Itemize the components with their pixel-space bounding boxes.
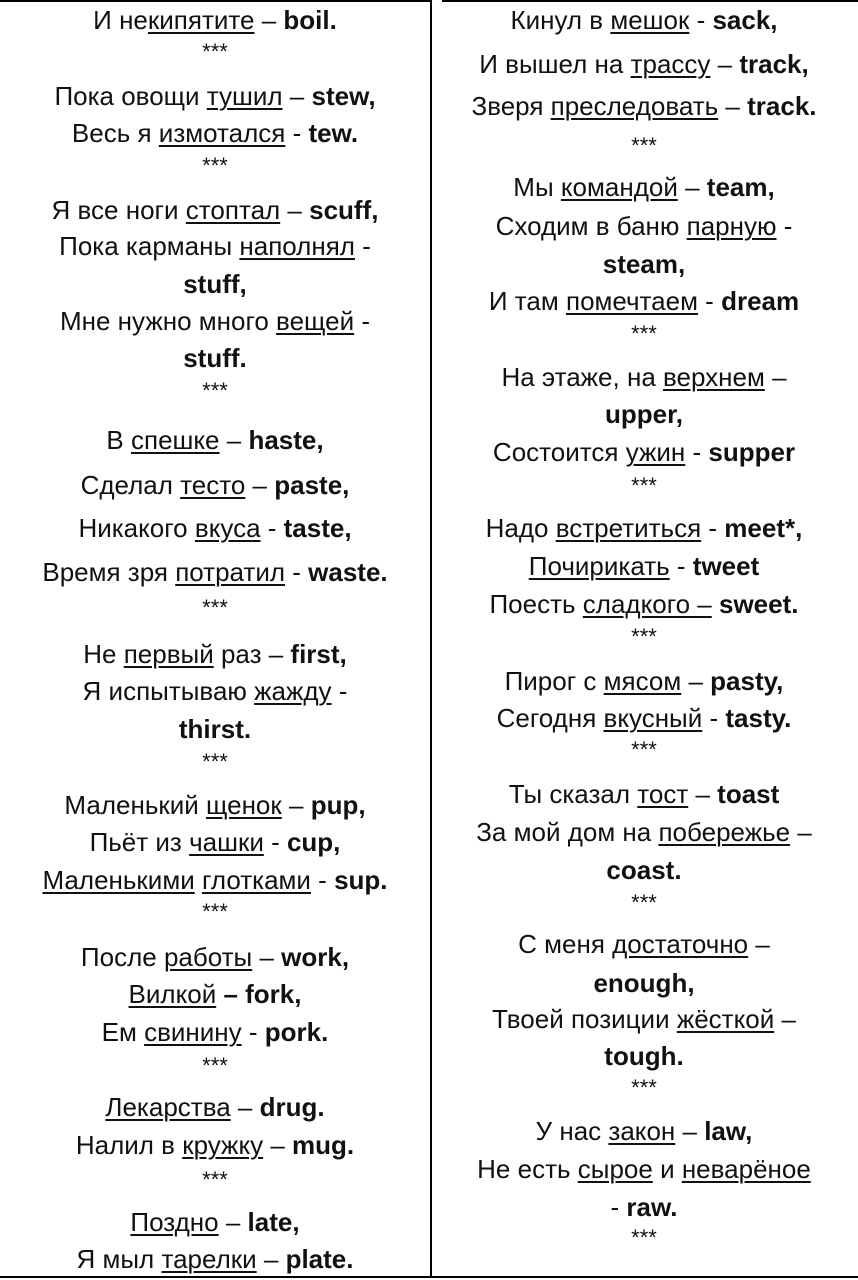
english-rhyme-word: upper, [604,399,683,429]
stanza-separator: *** [631,321,657,346]
line-text: - [701,513,725,543]
english-rhyme-word: track. [747,91,817,121]
line-text: - [689,5,713,35]
russian-keyword: тесто [180,470,246,500]
line-text: Сходим в баню [495,211,687,241]
poem-line [432,853,856,887]
line-text: Я мыл [76,1244,162,1274]
line-text: – [718,91,748,121]
russian-keyword: жёсткой [676,1004,775,1034]
line-text: И не [93,5,148,35]
poem-line [432,1002,856,1036]
line-text: В [106,425,131,455]
poem-line [0,423,430,457]
poem-line [432,733,856,767]
line-text: – [282,81,312,111]
russian-keyword: тушил [206,81,283,111]
russian-keyword: измотался [158,118,286,148]
poem-line [0,149,430,183]
poem-line [0,1205,430,1239]
russian-keyword: наполнял [239,231,355,261]
english-rhyme-word: team, [706,172,775,202]
poem-line [432,1071,856,1105]
english-rhyme-word: pup, [310,790,366,820]
poem-line [0,863,430,897]
line-text: – [790,817,812,847]
english-rhyme-word: first, [290,639,347,669]
line-text: - [354,306,371,336]
poem-line [432,1190,856,1224]
russian-keyword: закон [608,1116,676,1146]
russian-keyword: работы [163,942,253,972]
poem-line [0,825,430,859]
poem-line [0,341,430,375]
line-text [712,589,719,619]
russian-keyword: кружку [182,1130,264,1160]
line-text: – [748,929,770,959]
russian-keyword: сырое [577,1154,653,1184]
english-rhyme-word: coast. [606,855,682,885]
stanza-separator: *** [202,899,228,924]
line-text: За мой дом на [476,817,659,847]
line-text: - [685,437,709,467]
english-rhyme-word: meet*, [724,513,803,543]
russian-keyword: стоптал [185,195,281,225]
poem-line [432,886,856,920]
russian-keyword: встретиться [555,513,702,543]
russian-keyword: чашки [189,827,264,857]
poem-line [432,397,856,431]
english-rhyme-word: paste, [274,470,350,500]
top-rule-left [0,0,430,2]
line-text: Поесть [489,589,583,619]
english-rhyme-word: waste. [308,557,388,587]
russian-keyword: помечтаем [565,286,698,316]
english-rhyme-word: haste, [248,425,324,455]
stanza-separator: *** [202,153,228,178]
poem-line [432,927,856,961]
poem-line [432,777,856,811]
stanza-separator: *** [202,378,228,403]
line-text: - [702,703,726,733]
line-text: Ты сказал [508,779,638,809]
english-rhyme-word: pasty, [710,666,784,696]
english-rhyme-word: scuff, [309,195,379,225]
russian-keyword: тарелки [161,1244,257,1274]
poem-line [432,360,856,394]
poem-line [432,1039,856,1073]
english-rhyme-word: work, [281,942,350,972]
russian-keyword: трассу [630,49,711,79]
poem-line [432,511,856,545]
line-text: - [263,827,287,857]
poem-line [432,247,856,281]
line-text: Я испытываю [82,676,255,706]
russian-keyword: вкуса [194,513,261,543]
poem-line [0,79,430,113]
poem-line [0,712,430,746]
russian-keyword: Поздно [130,1207,219,1237]
line-text: – [675,1116,705,1146]
poem-line [432,664,856,698]
line-text: - [669,551,693,581]
line-text: Не есть [477,1154,578,1184]
russian-keyword: вещей [276,306,355,336]
russian-keyword: ужин [625,437,686,467]
line-text [195,865,202,895]
line-text: Ем [101,1017,145,1047]
line-text: – [252,942,282,972]
line-text: Состоится [492,437,626,467]
line-text: Маленький [64,790,207,820]
poem-line [0,788,430,822]
russian-keyword: побережье [658,817,791,847]
english-rhyme-word: taste, [283,513,352,543]
russian-keyword: Маленькими [42,865,195,895]
english-rhyme-word: cup, [286,827,341,857]
english-rhyme-word: track, [739,49,809,79]
stanza-separator: *** [631,624,657,649]
line-text: – [281,790,311,820]
stanza-separator: *** [631,133,657,158]
line-text: и [652,1154,682,1184]
poem-line [0,1015,430,1049]
poem-line [432,587,856,621]
line-text: – [219,425,249,455]
russian-keyword: жажду [254,676,332,706]
poem-line [0,304,430,338]
poem-line [0,637,430,671]
line-text: Пирог с [504,666,604,696]
stanza-separator: *** [202,1167,228,1192]
line-text: И там [488,286,566,316]
russian-keyword: потратил [175,557,286,587]
english-rhyme-word: dream [721,286,800,316]
line-text: – [710,49,740,79]
poem-line [0,1128,430,1162]
line-text: После [80,942,164,972]
poem-line [432,89,856,123]
line-text: Весь я [71,118,159,148]
poem-line [0,374,430,408]
line-text: Сделал [80,470,181,500]
line-text: - [310,865,335,895]
poem-line [432,966,856,1000]
line-text: – [263,1130,293,1160]
poem-line [0,1090,430,1124]
line-text: – [256,1244,286,1274]
poem-line [432,1221,856,1255]
english-rhyme-word: raw. [626,1192,678,1222]
poem-line [432,209,856,243]
line-text: У нас [535,1116,609,1146]
line-text: – [218,1207,248,1237]
poem-line [0,895,430,929]
poem-line [0,468,430,502]
russian-keyword: щенок [206,790,282,820]
poem-line [432,549,856,583]
stanza-separator: *** [631,1225,657,1250]
poem-line [432,469,856,503]
poem-line [432,3,856,37]
line-text: – [774,1004,796,1034]
line-text: - [285,557,309,587]
english-rhyme-word: sack, [712,5,778,35]
poem-line [0,1242,430,1276]
line-text: – [245,470,275,500]
english-rhyme-word: mug. [292,1130,355,1160]
english-rhyme-word: tweet [692,551,760,581]
line-text: Надо [485,513,556,543]
russian-keyword: Почирикать [528,551,670,581]
poem-line [432,435,856,469]
line-text: – [764,362,787,392]
english-rhyme-word: sweet. [719,589,799,619]
russian-keyword: тост [637,779,689,809]
stanza-separator: *** [631,890,657,915]
line-text: – [677,172,707,202]
poem-line [0,674,430,708]
english-rhyme-word: drug. [259,1092,325,1122]
stanza-separator: *** [202,1053,228,1078]
english-rhyme-word: toast [717,779,780,809]
russian-keyword: Лекарства [105,1092,231,1122]
line-text: Мне нужно много [59,306,277,336]
poem-line [0,193,430,227]
stanza-separator: *** [202,595,228,620]
poem-line [0,1163,430,1197]
russian-keyword: неварёное [681,1154,811,1184]
russian-keyword: командой [560,172,678,202]
russian-keyword: Вилкой [128,979,217,1009]
line-text: Твоей позиции [492,1004,677,1034]
russian-keyword: мясом [603,666,682,696]
english-rhyme-word: – fork, [216,979,302,1009]
russian-keyword: мешок [610,5,690,35]
line-text: Налил в [75,1130,183,1160]
english-rhyme-word: supper [708,437,796,467]
english-rhyme-word: late, [247,1207,300,1237]
russian-keyword: верхнем [663,362,765,392]
english-rhyme-word: sup. [334,865,388,895]
poem-line [0,940,430,974]
line-text: – [688,779,718,809]
line-text: Пока карманы [59,231,240,261]
stanza-separator: *** [631,1075,657,1100]
poem-line [0,116,430,150]
poem-line [432,1152,856,1186]
line-text: Пьёт из [89,827,190,857]
poem-line [432,701,856,735]
bottom-rule [0,1276,858,1278]
line-text: Пока овощи [54,81,207,111]
poem-line [432,620,856,654]
english-rhyme-word: thirst. [178,714,252,744]
line-text: - [354,231,371,261]
stanza-separator: *** [631,737,657,762]
poem-line [432,170,856,204]
line-text: Не [83,639,124,669]
russian-keyword: первый [123,639,214,669]
english-rhyme-word: tew. [308,118,359,148]
russian-keyword: кипятите [147,5,255,35]
line-text: Время зря [42,557,176,587]
poem-line [432,317,856,351]
russian-keyword: свинину [144,1017,242,1047]
line-text: Никакого [78,513,195,543]
line-text: - [285,118,309,148]
line-text: Кинул в [510,5,611,35]
line-text: С меня [518,929,613,959]
poem-line [432,1114,856,1148]
english-rhyme-word: stew, [311,81,376,111]
line-text: - [610,1192,627,1222]
line-text: - [697,286,722,316]
poem-line [432,284,856,318]
line-text: – [230,1092,260,1122]
poem-line [432,47,856,81]
russian-keyword: достаточно [612,929,749,959]
poem-line [0,3,430,37]
english-rhyme-word: steam, [602,249,686,279]
line-text: И вышел на [479,49,631,79]
russian-keyword: глотками [201,865,311,895]
russian-keyword: преследовать [550,91,719,121]
line-text: - [241,1017,265,1047]
line-text: - [260,513,284,543]
line-text: – [681,666,711,696]
poem-line [0,511,430,545]
line-text: - [331,676,348,706]
poem-line [0,229,430,263]
stanza-separator: *** [202,749,228,774]
english-rhyme-word: stuff. [183,343,247,373]
russian-keyword: спешке [130,425,220,455]
poem-line [0,267,430,301]
english-rhyme-word: enough, [593,968,695,998]
line-text: – [280,195,310,225]
english-rhyme-word: plate. [285,1244,354,1274]
poem-line [0,35,430,69]
line-text: Зверя [471,91,551,121]
english-rhyme-word: boil. [283,5,337,35]
poem-line [0,591,430,625]
poem-line [432,815,856,849]
stanza-separator: *** [631,473,657,498]
english-rhyme-word: law, [704,1116,753,1146]
russian-keyword: вкусный [603,703,703,733]
poem-line [0,745,430,779]
poem-line [0,977,430,1011]
poem-line [0,1049,430,1083]
english-rhyme-word: tasty. [725,703,792,733]
top-rule-right [442,0,858,2]
poem-line [432,129,856,163]
line-text: раз – [213,639,291,669]
line-text: - [776,211,793,241]
english-rhyme-word: tough. [604,1041,684,1071]
poem-line [0,555,430,589]
line-text: Сегодня [496,703,604,733]
russian-keyword: парную [686,211,777,241]
line-text: Мы [513,172,561,202]
stanza-separator: *** [202,39,228,64]
line-text: На этаже, на [501,362,664,392]
line-text: Я все ноги [51,195,186,225]
russian-keyword: сладкого – [582,589,712,619]
english-rhyme-word: pork. [264,1017,329,1047]
line-text: – [254,5,284,35]
english-rhyme-word: stuff, [183,269,247,299]
